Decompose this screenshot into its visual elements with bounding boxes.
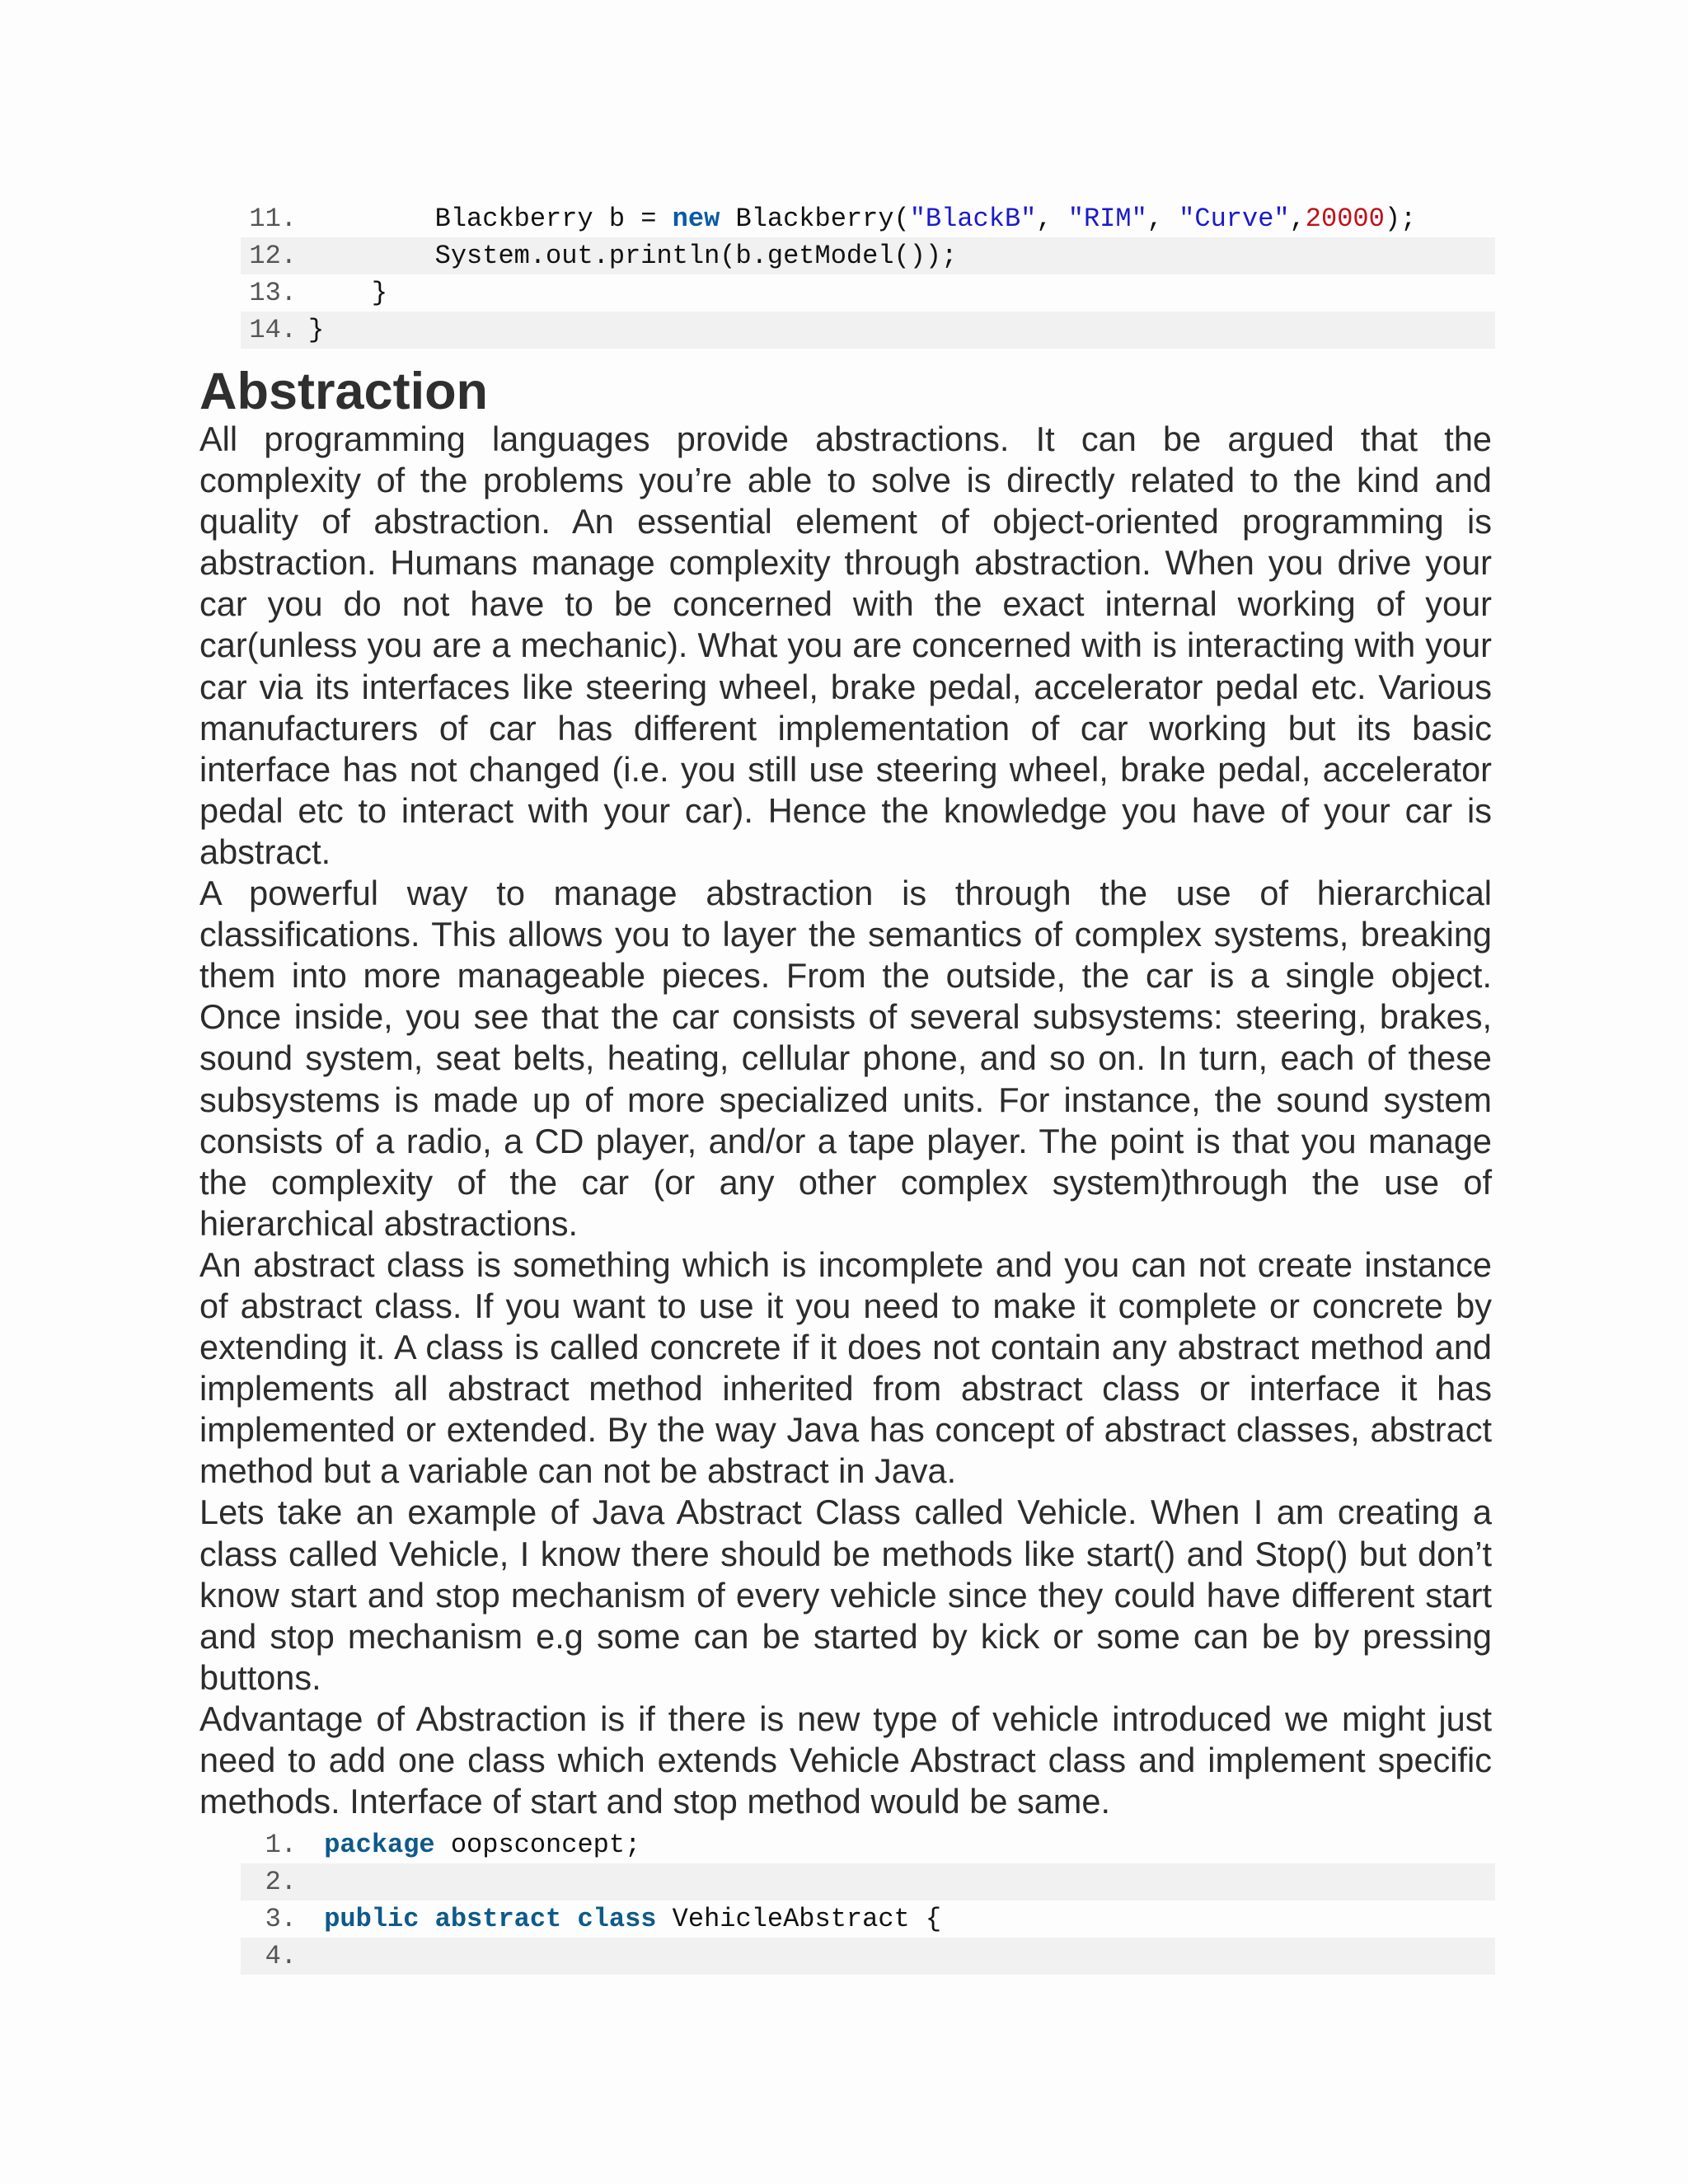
line-number: 14. — [249, 315, 297, 345]
keyword: package — [324, 1830, 435, 1860]
paragraph: Lets take an example of Java Abstract Class called Vehicle. When I am creating a class called Vehicle, I know there should be methods like start() and Stop() but don’t know start and stop mechanism of every vehicle since they could have different start and stop mechanism e.g some can be started by kick or some can be by pressing buttons. — [199, 1493, 1492, 1697]
code-text: } — [308, 315, 325, 345]
code-text: } — [308, 278, 388, 308]
line-number: 2. — [265, 1867, 297, 1897]
code-line — [241, 1900, 1495, 1938]
code-text: Blackberry b = — [434, 204, 673, 234]
line-number: 4. — [265, 1941, 297, 1971]
code-line — [241, 1863, 1495, 1900]
code-line: 11. Blackberry b = new Blackberry("BlackB", "RIM", "Curve",20000); — [241, 200, 1495, 237]
code-block-bottom — [241, 1826, 1495, 1975]
section-body — [199, 419, 1492, 1822]
code-text: VehicleAbstract { — [656, 1904, 942, 1934]
paragraph: A powerful way to manage abstraction is through the use of hierarchical classifications. This allows you to layer the semantics of complex systems, breaking them into more manageable pieces. From the outside, the car is a single object. Once inside, you see that the car consists of several subsystems: steering, brakes, sound system, seat belts, heating, cellular phone, and so on. In turn, each of these subsystems is made up of more specialized units. For instance, the sound system consists of a radio, a CD player, and/or a tape player. The point is that you manage the complexity of the car (or any other complex system)through the use of hierarchical abstractions. — [199, 874, 1492, 1243]
paragraph: Advantage of Abstraction is if there is new type of vehicle introduced we might just need to add one class which extends Vehicle Abstract class and implement specific methods. Interface of start and stop method would be same. — [199, 1699, 1492, 1821]
code-line — [241, 1826, 1495, 1863]
code-text: System.out.println(b.getModel()); — [308, 241, 958, 271]
section-heading: Abstraction — [199, 363, 489, 420]
code-line — [241, 312, 1495, 349]
keyword: public abstract class — [324, 1904, 657, 1934]
line-number: 12. — [249, 241, 297, 271]
code-block-top — [241, 200, 1495, 349]
keyword-new: new — [672, 204, 720, 234]
paragraph: All programming languages provide abstractions. It can be argued that the complexity of the problems you’re able to solve is directly related to the kind and quality of abstraction. An essential element of object-oriented programming is abstraction. Humans manage complexity through abstraction. When you drive your car you do not have to be concerned with the exact internal working of your car(unless you are a mechanic). What you are concerned with is interacting with your car via its interfaces like steering wheel, brake pedal, accelerator pedal etc. Various manufacturers of car has different implementation of car working but its basic interface has not changed (i.e. you still use steering wheel, brake pedal, accelerator pedal etc to interact with your car). Hence the knowledge you have of your car is abstract. — [199, 419, 1492, 871]
number-literal: 20000 — [1305, 204, 1385, 234]
line-number: 1. — [265, 1830, 297, 1860]
line-number: 3. — [265, 1904, 297, 1934]
string-literal: "RIM" — [1067, 204, 1147, 234]
line-number: 11. — [249, 204, 297, 234]
code-line — [241, 237, 1495, 274]
code-line — [241, 274, 1495, 312]
string-literal: "Curve" — [1179, 204, 1290, 234]
paragraph: An abstract class is something which is incomplete and you can not create instance of abstract class. If you want to use it you need to make it complete or concrete by extending it. A class is called concrete if it does not contain any abstract method and implements all abstract method inherited from abstract class or interface it has implemented or extended. By the way Java has concept of abstract classes, abstract method but a variable can not be abstract in Java. — [199, 1244, 1492, 1491]
code-text: oopsconcept; — [434, 1830, 641, 1860]
code-line — [241, 1938, 1495, 1975]
line-number: 13. — [249, 278, 297, 308]
string-literal: "BlackB" — [909, 204, 1037, 234]
